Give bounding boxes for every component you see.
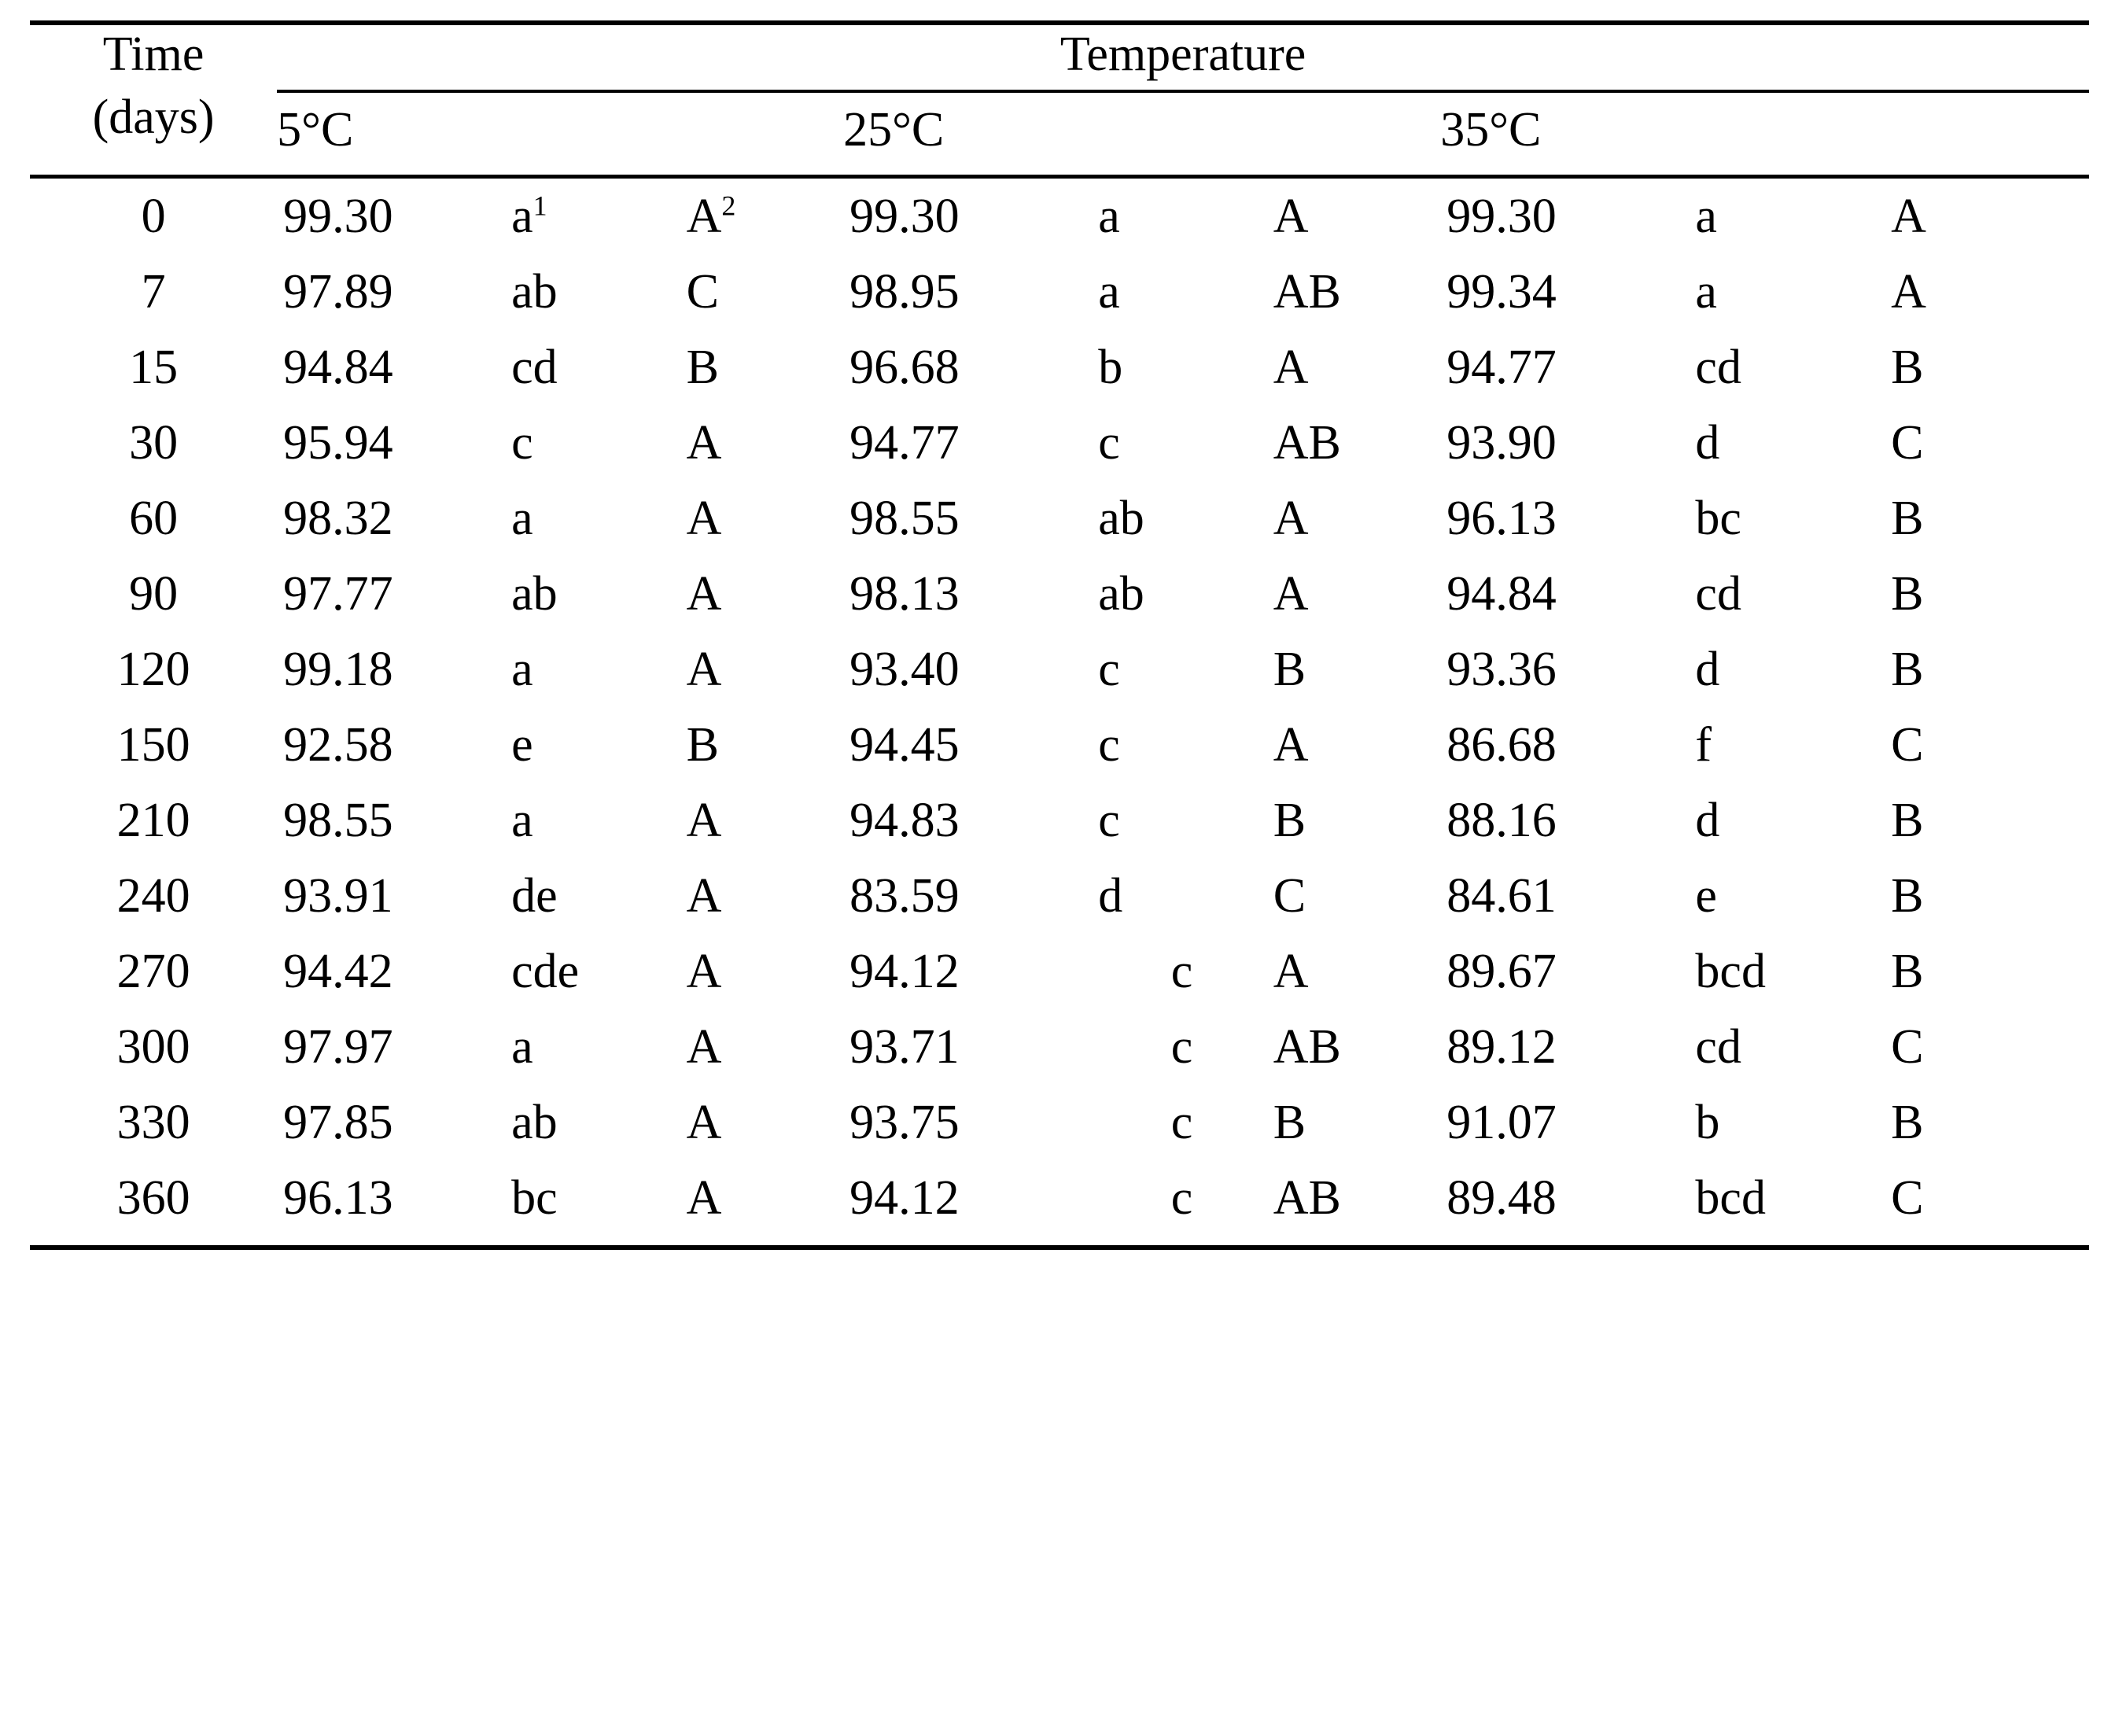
cell-5c-value: 97.77	[283, 567, 393, 621]
cell-time: 15	[129, 341, 179, 394]
cell-35c-upper: B	[1891, 492, 1924, 545]
cell-5c-lower: ab	[511, 567, 558, 621]
cell-25c-value: 94.12	[849, 945, 960, 998]
cell-5c-lower: a	[511, 794, 533, 847]
cell-5c-value: 98.32	[283, 492, 393, 545]
cell-5c-lower: c	[511, 416, 533, 470]
cell-5c-upper: A	[686, 869, 722, 923]
cell-5c-upper: A	[686, 794, 722, 847]
cell-25c-value: 83.59	[849, 869, 960, 923]
cell-5c-lower: bc	[511, 1171, 558, 1225]
cell-5c-value: 95.94	[283, 416, 393, 470]
results-table	[30, 20, 2089, 1250]
table-row	[30, 481, 2089, 556]
cell-35c-value: 94.77	[1446, 341, 1557, 394]
cell-35c-lower: d	[1695, 416, 1720, 470]
table-row	[30, 934, 2089, 1009]
cell-25c-lower: c	[1170, 1171, 1193, 1225]
cell-25c-upper: AB	[1273, 416, 1341, 470]
cell-35c-value: 91.07	[1446, 1096, 1557, 1149]
cell-35c-value: 89.48	[1446, 1171, 1557, 1225]
cell-5c-lower: ab	[511, 265, 558, 319]
cell-5c-upper: $A^2$	[686, 190, 736, 243]
cell-25c-value: 98.13	[849, 567, 960, 621]
cell-35c-upper: C	[1891, 416, 1924, 470]
header-time-line1: Time	[102, 28, 205, 81]
cell-25c-lower: c	[1098, 718, 1120, 772]
cell-5c-value: 94.84	[283, 341, 393, 394]
cell-time: 360	[116, 1171, 190, 1225]
cell-35c-lower: a	[1695, 190, 1717, 243]
cell-5c-value: 98.55	[283, 794, 393, 847]
cell-35c-value: 89.67	[1446, 945, 1557, 998]
cell-time: 270	[116, 945, 190, 998]
cell-5c-upper: A	[686, 416, 722, 470]
cell-25c-value: 99.30	[849, 190, 960, 243]
cell-35c-lower: b	[1695, 1096, 1720, 1149]
cell-25c-upper: A	[1273, 341, 1309, 394]
cell-25c-lower: a	[1098, 190, 1120, 243]
cell-25c-lower: c	[1098, 794, 1120, 847]
cell-5c-upper: A	[686, 492, 722, 545]
cell-5c-value: 97.89	[283, 265, 393, 319]
cell-time: 240	[116, 869, 190, 923]
cell-35c-value: 99.34	[1446, 265, 1557, 319]
cell-35c-lower: bcd	[1695, 1171, 1766, 1225]
cell-35c-lower: cd	[1695, 341, 1741, 394]
cell-25c-upper: AB	[1273, 1171, 1341, 1225]
cell-35c-lower: bcd	[1695, 945, 1766, 998]
cell-25c-lower: ab	[1098, 492, 1144, 545]
cell-25c-lower: a	[1098, 265, 1120, 319]
cell-25c-lower: ab	[1098, 567, 1144, 621]
cell-35c-upper: B	[1891, 567, 1924, 621]
cell-5c-lower: a	[511, 1020, 533, 1074]
cell-35c-value: 88.16	[1446, 794, 1557, 847]
table-row	[30, 177, 2089, 255]
table-row	[30, 707, 2089, 783]
cell-25c-upper: C	[1273, 869, 1306, 923]
cell-5c-upper: B	[686, 718, 719, 772]
cell-25c-lower: c	[1170, 1096, 1193, 1149]
cell-35c-upper: B	[1891, 643, 1924, 696]
cell-time: 7	[141, 265, 166, 319]
cell-25c-lower: c	[1098, 643, 1120, 696]
cell-35c-upper: A	[1891, 190, 1926, 243]
cell-5c-lower: e	[511, 718, 533, 772]
cell-35c-upper: B	[1891, 794, 1924, 847]
cell-25c-lower: d	[1098, 869, 1123, 923]
cell-25c-upper: A	[1273, 567, 1309, 621]
cell-5c-lower: de	[511, 869, 558, 923]
cell-5c-upper: A	[686, 945, 722, 998]
cell-5c-upper: A	[686, 643, 722, 696]
cell-25c-upper: A	[1273, 190, 1309, 243]
cell-25c-upper: A	[1273, 718, 1309, 772]
cell-25c-lower: b	[1098, 341, 1123, 394]
cell-5c-upper: A	[686, 1171, 722, 1225]
cell-5c-upper: C	[686, 265, 719, 319]
cell-35c-lower: cd	[1695, 1020, 1741, 1074]
cell-35c-lower: f	[1695, 718, 1712, 772]
cell-35c-value: 89.12	[1446, 1020, 1557, 1074]
table-row	[30, 1085, 2089, 1160]
cell-25c-value: 93.75	[849, 1096, 960, 1149]
cell-35c-value: 93.90	[1446, 416, 1557, 470]
header-col-25c: 25°C	[843, 103, 945, 157]
footnote-marker-lowercase: 1	[533, 190, 547, 222]
table-row	[30, 330, 2089, 405]
cell-35c-lower: d	[1695, 643, 1720, 696]
cell-35c-upper: B	[1891, 869, 1924, 923]
cell-25c-lower: c	[1170, 945, 1193, 998]
cell-5c-lower: cde	[511, 945, 580, 998]
cell-25c-upper: AB	[1273, 265, 1341, 319]
cell-time: 120	[116, 643, 190, 696]
header-time	[30, 23, 277, 165]
cell-25c-upper: B	[1273, 794, 1306, 847]
cell-25c-value: 93.40	[849, 643, 960, 696]
cell-25c-value: 98.55	[849, 492, 960, 545]
header-temperature: Temperature	[277, 23, 2089, 91]
cell-25c-upper: A	[1273, 492, 1309, 545]
cell-25c-value: 94.83	[849, 794, 960, 847]
cell-25c-lower: c	[1098, 416, 1120, 470]
table-row	[30, 556, 2089, 632]
cell-35c-value: 86.68	[1446, 718, 1557, 772]
table-row	[30, 1009, 2089, 1085]
cell-5c-lower: ab	[511, 1096, 558, 1149]
cell-5c-value: 93.91	[283, 869, 393, 923]
cell-35c-lower: a	[1695, 265, 1717, 319]
cell-35c-upper: A	[1891, 265, 1926, 319]
cell-35c-value: 84.61	[1446, 869, 1557, 923]
cell-5c-value: 96.13	[283, 1171, 393, 1225]
cell-25c-value: 93.71	[849, 1020, 960, 1074]
cell-5c-value: 92.58	[283, 718, 393, 772]
cell-time: 60	[129, 492, 179, 545]
footnote-marker-uppercase: 2	[721, 190, 736, 222]
cell-5c-upper: B	[686, 341, 719, 394]
cell-5c-upper: A	[686, 1020, 722, 1074]
cell-5c-lower: a	[511, 492, 533, 545]
cell-35c-value: 93.36	[1446, 643, 1557, 696]
cell-35c-upper: B	[1891, 1096, 1924, 1149]
cell-25c-value: 98.95	[849, 265, 960, 319]
cell-time: 90	[129, 567, 179, 621]
table-row	[30, 858, 2089, 934]
table-row	[30, 405, 2089, 481]
cell-25c-value: 94.45	[849, 718, 960, 772]
table-row	[30, 783, 2089, 858]
table-row	[30, 632, 2089, 707]
cell-5c-value: 94.42	[283, 945, 393, 998]
header-bottom-rule	[30, 165, 2089, 177]
table-row	[30, 1160, 2089, 1236]
cell-25c-upper: AB	[1273, 1020, 1341, 1074]
cell-5c-value: 99.30	[283, 190, 393, 243]
cell-25c-upper: A	[1273, 945, 1309, 998]
cell-25c-upper: B	[1273, 643, 1306, 696]
cell-5c-lower: $a^1$	[511, 190, 547, 243]
cell-time: 0	[141, 190, 166, 243]
cell-time: 330	[116, 1096, 190, 1149]
cell-time: 150	[116, 718, 190, 772]
cell-35c-value: 94.84	[1446, 567, 1557, 621]
cell-5c-lower: a	[511, 643, 533, 696]
cell-5c-lower: cd	[511, 341, 558, 394]
cell-25c-value: 94.12	[849, 1171, 960, 1225]
cell-35c-upper: C	[1891, 1020, 1924, 1074]
cell-25c-lower: c	[1170, 1020, 1193, 1074]
cell-35c-lower: e	[1695, 869, 1717, 923]
table-header-row-sub	[30, 91, 2089, 165]
cell-35c-upper: C	[1891, 718, 1924, 772]
cell-35c-upper: C	[1891, 1171, 1924, 1225]
cell-5c-upper: A	[686, 567, 722, 621]
cell-35c-lower: cd	[1695, 567, 1741, 621]
cell-35c-upper: B	[1891, 945, 1924, 998]
cell-35c-lower: d	[1695, 794, 1720, 847]
cell-25c-value: 94.77	[849, 416, 960, 470]
cell-35c-value: 99.30	[1446, 190, 1557, 243]
header-col-5c: 5°C	[277, 103, 354, 157]
cell-5c-value: 97.85	[283, 1096, 393, 1149]
cell-5c-value: 97.97	[283, 1020, 393, 1074]
cell-5c-upper: A	[686, 1096, 722, 1149]
header-col-35c: 35°C	[1440, 103, 1542, 157]
cell-time: 210	[116, 794, 190, 847]
cell-35c-lower: bc	[1695, 492, 1741, 545]
cell-25c-upper: B	[1273, 1096, 1306, 1149]
table-header-row-top	[30, 23, 2089, 91]
header-time-line2: (days)	[92, 90, 215, 144]
table-row	[30, 254, 2089, 330]
cell-35c-upper: B	[1891, 341, 1924, 394]
cell-time: 300	[116, 1020, 190, 1074]
cell-5c-value: 99.18	[283, 643, 393, 696]
cell-time: 30	[129, 416, 179, 470]
table-bottom-rule	[30, 1236, 2089, 1248]
cell-25c-value: 96.68	[849, 341, 960, 394]
cell-35c-value: 96.13	[1446, 492, 1557, 545]
